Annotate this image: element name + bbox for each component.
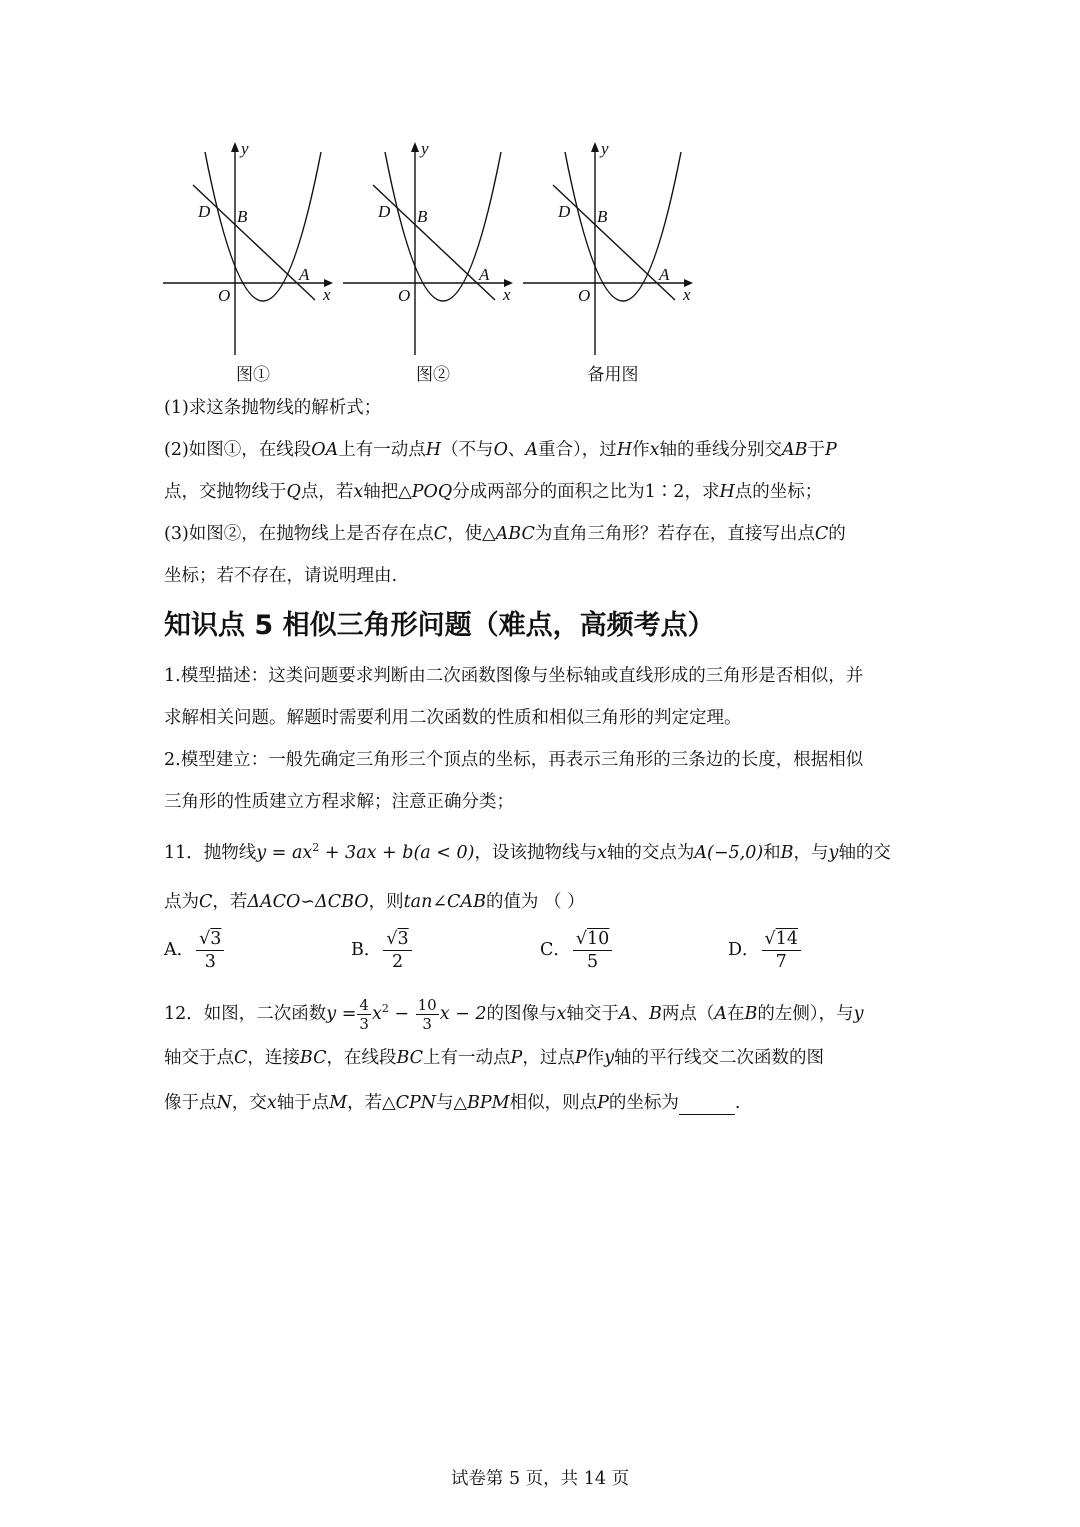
model-building-line-2: 三角形的性质建立方程求解；注意正确分类；	[164, 792, 514, 812]
point-d-label: D	[378, 202, 391, 221]
point-b-label: B	[417, 207, 428, 226]
x-axis-label: x	[683, 285, 691, 304]
point-a-label: A	[479, 265, 490, 284]
option-letter: D．	[728, 940, 760, 960]
model-building-line-1: 2.模型建立：一般先确定三角形三个顶点的坐标，再表示三角形的三条边的长度，根据相似	[164, 750, 864, 770]
figure-caption: 图①	[236, 365, 270, 385]
figure-caption: 备用图	[587, 365, 639, 385]
option-letter: C．	[540, 940, 571, 960]
y-axis-label: y	[241, 139, 249, 158]
fraction-four-thirds: $\frac{4}{3}$	[359, 996, 369, 1033]
page-footer: 试卷第 5 页，共 14 页	[450, 1469, 630, 1489]
point-b-label: B	[237, 207, 248, 226]
question-part-2-line-2: 点，交抛物线于Q点，若x轴把△POQ分成两部分的面积之比为1∶2，求H点的坐标；	[164, 482, 823, 502]
origin-label: O	[578, 286, 591, 305]
question-11-line-2: 点为C，若ΔACO∽ΔCBO，则tan∠CAB的值为 （ ）	[164, 892, 585, 912]
option-c	[540, 928, 614, 973]
answer-blank[interactable]	[679, 1096, 735, 1115]
option-fraction: $\frac{√14}{7}$	[762, 928, 801, 973]
question-11-line-1: 11．抛物线$y = ax^2 + 3ax + b(a < 0)$，设该抛物线与x轴的交点为A(−5,0)和B，与y轴的交	[164, 841, 891, 863]
figure-caption: 图②	[416, 365, 450, 385]
y-axis-label: y	[421, 139, 429, 158]
option-a	[164, 928, 226, 973]
point-b-label: B	[597, 207, 608, 226]
option-b	[351, 928, 414, 973]
question-part-2-line-1: (2)如图①，在线段OA上有一动点H（不与O、A重合），过H作x轴的垂线分别交AB于P	[164, 440, 837, 460]
section-heading: 知识点 5 相似三角形问题（难点，高频考点）	[164, 610, 715, 641]
x-axis-label: x	[323, 285, 331, 304]
option-letter: B．	[351, 940, 382, 960]
question-12-line-2: 轴交于点C，连接BC，在线段BC上有一动点P，过点P作y轴的平行线交二次函数的图	[164, 1048, 824, 1068]
option-fraction: $\frac{√3}{2}$	[383, 928, 411, 973]
y-axis-label: y	[601, 139, 609, 158]
question-part-1: (1)求这条抛物线的解析式；	[164, 398, 382, 418]
option-fraction: $\frac{√10}{5}$	[573, 928, 612, 973]
option-letter: A．	[164, 940, 195, 960]
figure-1	[163, 140, 343, 385]
option-d	[728, 928, 803, 973]
question-12-line-1: 12．如图，二次函数y = $\frac{4}{3}$ $x^2$ − $\frac{10}{3}$ x − 2的图像与x轴交于A、B两点（A在B的左侧），与y	[164, 996, 864, 1033]
question-12-line-3: 像于点N，交x轴于点M，若△CPN与△BPM相似，则点P的坐标为 .	[164, 1093, 741, 1113]
parabola-graph-2	[343, 140, 523, 355]
x-axis-label: x	[503, 285, 511, 304]
parabola-graph-1	[163, 140, 343, 355]
figure-2	[343, 140, 523, 385]
question-part-3-line-2: 坐标；若不存在，请说明理由.	[164, 566, 398, 586]
parabola-graph-3	[523, 140, 703, 355]
point-a-label: A	[659, 265, 670, 284]
question-part-3-line-1: (3)如图②，在抛物线上是否存在点C，使△ABC为直角三角形？若存在，直接写出点C的	[164, 524, 846, 544]
model-description-line-1: 1.模型描述：这类问题要求判断由二次函数图像与坐标轴或直线形成的三角形是否相似，并	[164, 666, 864, 686]
point-d-label: D	[558, 202, 571, 221]
fraction-ten-thirds: $\frac{10}{3}$	[417, 996, 437, 1033]
option-fraction: $\frac{√3}{3}$	[196, 928, 224, 973]
model-description-line-2: 求解相关问题。解题时需要利用二次函数的性质和相似三角形的判定定理。	[164, 708, 742, 728]
figure-3	[523, 140, 703, 385]
origin-label: O	[398, 286, 411, 305]
point-d-label: D	[198, 202, 211, 221]
point-a-label: A	[299, 265, 310, 284]
origin-label: O	[218, 286, 231, 305]
